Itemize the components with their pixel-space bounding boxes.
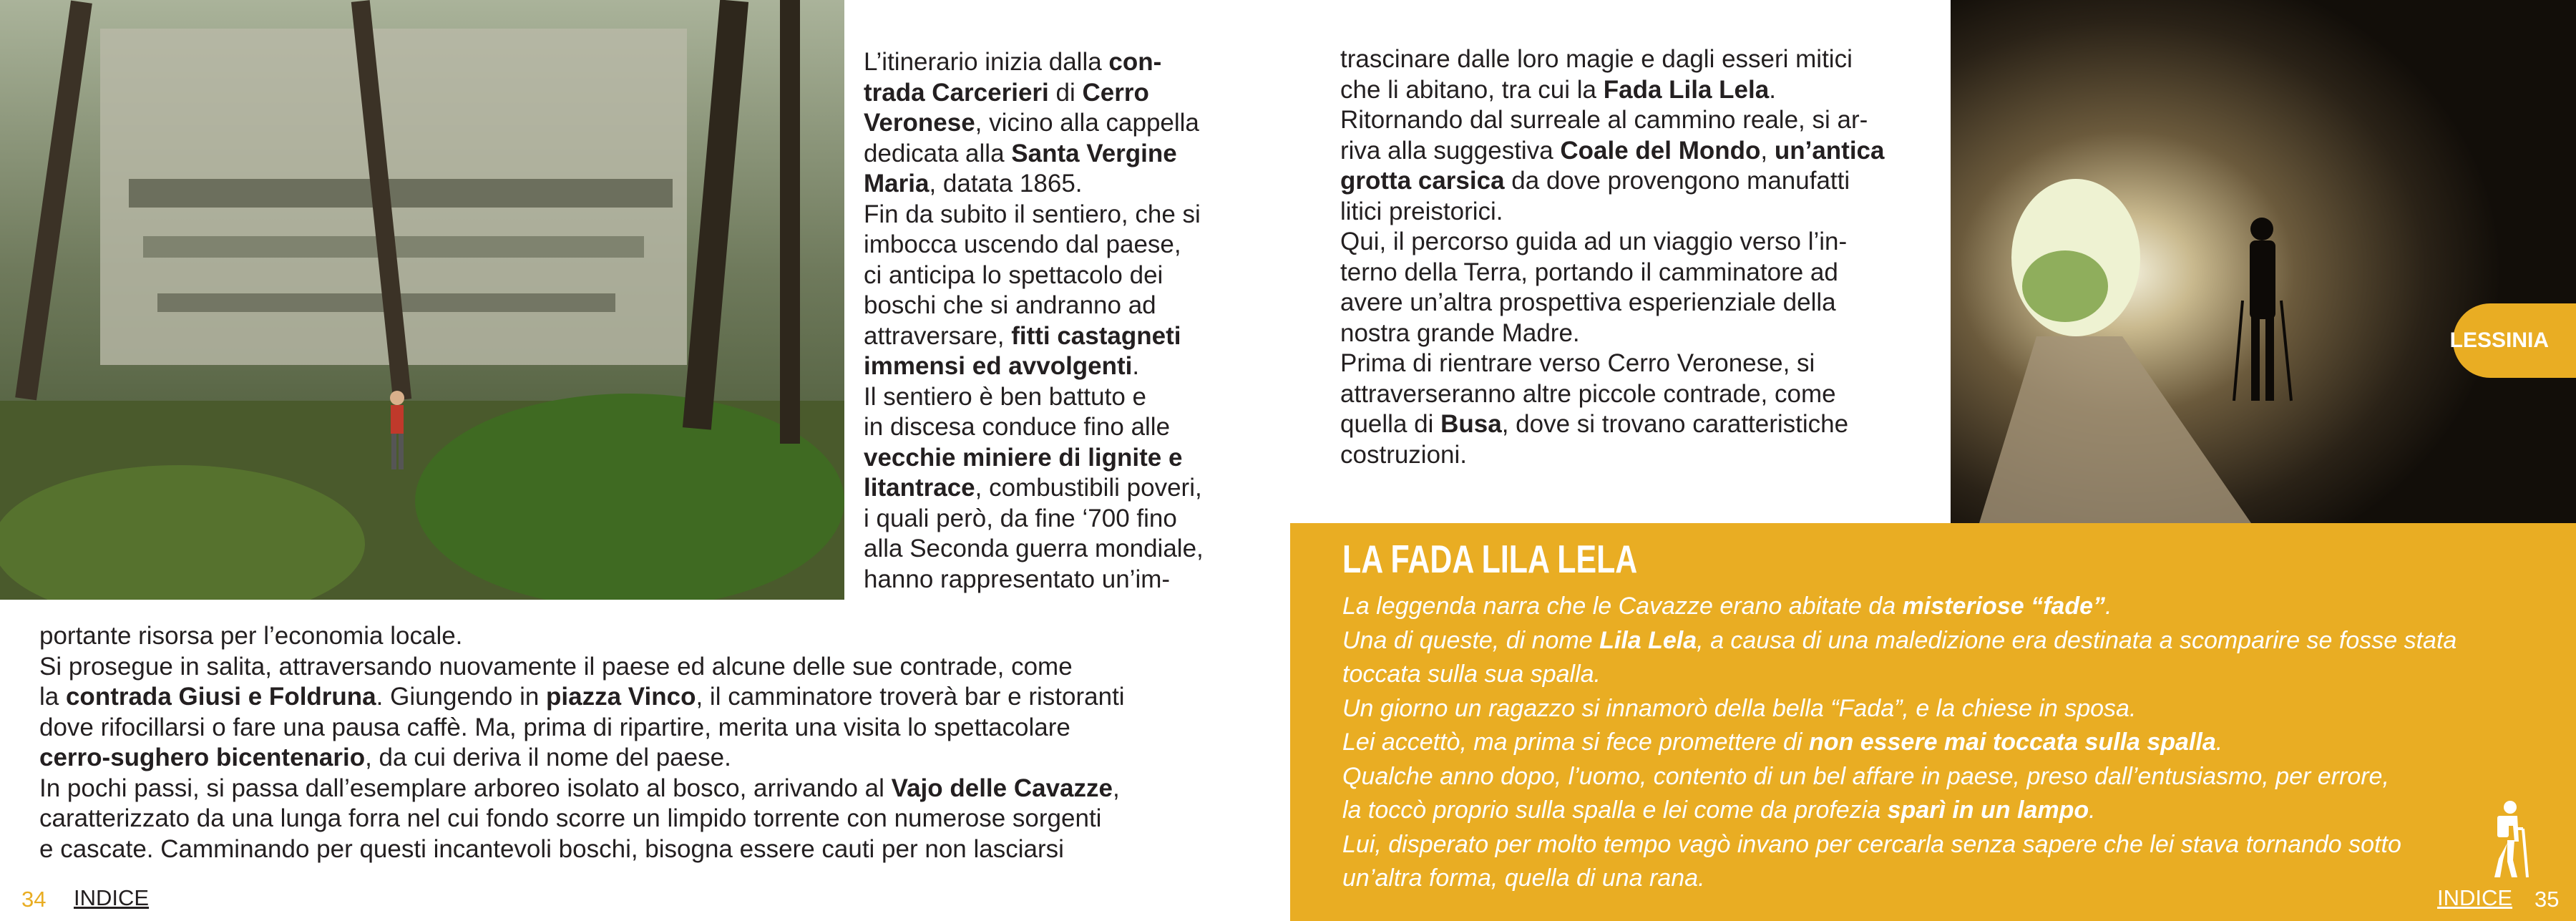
text-run: attraverseranno altre piccole contrade, come [1340, 379, 1836, 408]
bold-run: Cerro [1082, 78, 1149, 107]
text-line [864, 169, 1264, 200]
legend-text [1342, 590, 2516, 896]
text-run: Lei accettò, ma prima si fece promettere di [1342, 728, 1809, 756]
text-line [864, 78, 1264, 109]
text-run: , datata 1865. [929, 170, 1083, 198]
text-line [1340, 75, 1956, 106]
text-run: , a causa di una maledizione era destinata a scomparire se fosse stata [1697, 626, 2457, 654]
text-run: , il camminatore troverà bar e ristoranti [696, 683, 1125, 711]
text-line [864, 291, 1264, 321]
text-line [39, 652, 1270, 683]
text-line [864, 47, 1264, 78]
text-line [1340, 227, 1956, 258]
text-run: imbocca uscendo dal paese, [864, 230, 1181, 258]
text-run: da dove provengono manufatti [1504, 167, 1850, 195]
text-run: Qualche anno dopo, l’uomo, contento di un bel affare in paese, preso dall’entusiasmo, per errore, [1342, 762, 2389, 790]
bold-run: contrada Giusi e Foldruna [65, 683, 376, 711]
text-run: che li abitano, tra cui la [1340, 75, 1604, 104]
text-run: La leggenda narra che le Cavazze erano abitate da [1342, 593, 1903, 620]
text-run: Qui, il percorso guida ad un viaggio verso l’in- [1340, 228, 1848, 255]
text-line [39, 743, 1270, 774]
text-run: riva alla suggestiva [1340, 136, 1561, 165]
text-line [39, 804, 1270, 834]
bold-run: immensi ed avvolgenti [864, 352, 1133, 380]
text-run: costruzioni. [1340, 440, 1468, 469]
bold-run: piazza Vinco [546, 683, 696, 711]
text-line [1342, 658, 2516, 692]
text-run: terno della Terra, portando il camminatore ad [1340, 258, 1838, 286]
text-run: un’altra forma, quella di una rana. [1342, 864, 1705, 892]
text-line [1340, 44, 1956, 75]
bold-run: Lila Lela [1599, 626, 1697, 654]
bold-run: Busa [1440, 410, 1502, 438]
bold-run: vecchie miniere di lignite e [864, 443, 1183, 472]
text-line [1342, 726, 2516, 760]
text-run: L’itinerario inizia dalla [864, 48, 1109, 76]
left-body-text [39, 621, 1270, 864]
bold-run: Fada Lila Lela [1603, 75, 1770, 104]
text-line [1342, 794, 2516, 828]
text-line [1342, 760, 2516, 794]
text-line [1340, 136, 1956, 167]
text-run: , vicino alla cappella [975, 109, 1199, 137]
text-run: trascinare dalle loro magie e dagli esseri mitici [1340, 45, 1853, 73]
text-line [39, 682, 1270, 713]
bold-run: Veronese [864, 109, 975, 137]
text-run: , combustibili poveri, [975, 474, 1202, 502]
bold-run: litantrace [864, 474, 975, 502]
text-run: . [2215, 728, 2223, 756]
legend-title: LA FADA LILA LELA [1342, 537, 1638, 581]
text-run: . [1132, 352, 1140, 380]
text-line [1340, 349, 1956, 379]
bold-run: sparì in un lampo [1887, 796, 2089, 824]
text-run: la toccò proprio sulla spalla e lei come da profezia [1342, 796, 1888, 824]
text-line [1340, 166, 1956, 197]
text-run: quella di [1340, 410, 1441, 438]
text-line [1342, 590, 2516, 624]
text-line [864, 260, 1264, 291]
text-run: In pochi passi, si passa dall’esemplare arboreo isolato al bosco, arrivando al [39, 774, 892, 802]
text-line [1340, 379, 1956, 410]
bold-run: Santa Vergine [1011, 139, 1177, 167]
page-number-left: 34 [21, 887, 47, 912]
text-line [39, 774, 1270, 804]
text-run: Una di queste, di nome [1342, 626, 1600, 654]
text-line [1340, 105, 1956, 136]
page-number-right: 35 [2534, 887, 2560, 912]
text-line [1340, 258, 1956, 288]
bold-run: con- [1108, 48, 1162, 76]
text-line [1342, 862, 2516, 896]
text-run: . [1769, 75, 1776, 104]
bold-run: Vajo delle Cavazze [891, 774, 1113, 802]
text-run: caratterizzato da una lunga forra nel cui fondo scorre un limpido torrente con numerose sorgenti [39, 804, 1102, 832]
text-run: Si prosegue in salita, attraversando nuovamente il paese ed alcune delle sue contrade, come [39, 652, 1073, 681]
text-line [864, 382, 1264, 413]
text-run: nostra grande Madre. [1340, 318, 1580, 347]
text-run: hanno rappresentato un’im- [864, 565, 1171, 593]
text-run: dedicata alla [864, 139, 1012, 167]
text-run: Il sentiero è ben battuto e [864, 382, 1146, 411]
text-line [864, 504, 1264, 535]
text-line [39, 834, 1270, 865]
text-run: litici preistorici. [1340, 197, 1503, 225]
text-line [39, 621, 1270, 652]
text-run: avere un’altra prospettiva esperienziale della [1340, 288, 1836, 316]
text-run: alla Seconda guerra mondiale, [864, 535, 1204, 562]
index-link-left[interactable]: INDICE [74, 885, 150, 910]
text-run: . [2089, 796, 2096, 824]
text-line [39, 713, 1270, 744]
text-run: toccata sulla sua spalla. [1342, 661, 1601, 688]
text-run: ci anticipa lo spettacolo dei [864, 260, 1163, 289]
text-run: , da cui deriva il nome del paese. [365, 744, 731, 771]
cave-hiker-photo [1951, 0, 2576, 523]
text-line [1340, 440, 1956, 471]
text-line [1340, 409, 1956, 440]
text-line [1340, 197, 1956, 228]
index-link-right[interactable]: INDICE [2437, 885, 2513, 910]
text-line [864, 351, 1264, 382]
text-run: in discesa conduce fino alle [864, 413, 1171, 441]
text-run: dove rifocillarsi o fare una pausa caffè. Ma, prima di ripartire, merita una visita lo spettacolare [39, 713, 1070, 741]
text-line [864, 200, 1264, 230]
text-line [864, 412, 1264, 443]
text-run: Ritornando dal surreale al cammino reale, si ar- [1340, 106, 1868, 134]
bold-run: trada Carcerieri [864, 78, 1049, 107]
text-run: . Giungendo in [376, 683, 547, 711]
text-run: Fin da subito il sentiero, che si [864, 200, 1201, 228]
text-run: , [1760, 136, 1775, 165]
text-run: boschi che si andranno ad [864, 291, 1156, 319]
text-run: Lui, disperato per molto tempo vagò invano per cercarla senza sapere che lei stava tornando sotto [1342, 830, 2401, 858]
text-run: portante risorsa per l’economia locale. [39, 622, 463, 650]
bold-run: misteriose “fade” [1902, 593, 2106, 620]
text-line [864, 473, 1264, 504]
text-run: Prima di rientrare verso Cerro Veronese, si [1340, 349, 1815, 377]
text-run: i quali però, da fine ‘700 fino [864, 504, 1177, 532]
text-run: Un giorno un ragazzo si innamorò della bella “Fada”, e la chiese in sposa. [1342, 694, 2137, 722]
bold-run: fitti castagneti [1011, 321, 1181, 350]
intro-column [864, 47, 1264, 595]
text-run: , dove si trovano caratteristiche [1501, 410, 1849, 438]
text-run: . [2105, 593, 2112, 620]
right-body-text [1340, 44, 1956, 470]
bold-run: non essere mai toccata sulla spalla [1808, 728, 2216, 756]
text-line [864, 534, 1264, 565]
text-run: , [1112, 774, 1120, 802]
text-run: la [39, 683, 66, 711]
text-line [864, 565, 1264, 595]
bold-run: Maria [864, 170, 930, 198]
text-line [1342, 624, 2516, 658]
bold-run: cerro-sughero bicentenario [39, 744, 366, 771]
text-run: attraversare, [864, 321, 1012, 350]
forest-cliff-photo [0, 0, 844, 600]
text-run: e cascate. Camminando per questi incantevoli boschi, bisogna essere cauti per non lasciarsi [39, 834, 1064, 863]
text-line [864, 443, 1264, 474]
hiker-icon [2486, 800, 2530, 879]
bold-run: un’antica [1774, 136, 1885, 165]
text-line [1340, 288, 1956, 318]
bold-run: grotta carsica [1340, 167, 1505, 195]
bold-run: Coale del Mondo [1560, 136, 1761, 165]
text-line [1342, 692, 2516, 726]
text-run: di [1048, 78, 1083, 107]
region-tag: LESSINIA [2453, 303, 2576, 378]
text-line [864, 321, 1264, 352]
text-line [864, 230, 1264, 260]
text-line [864, 108, 1264, 139]
text-line [864, 139, 1264, 170]
text-line [1342, 828, 2516, 862]
text-line [1340, 318, 1956, 349]
